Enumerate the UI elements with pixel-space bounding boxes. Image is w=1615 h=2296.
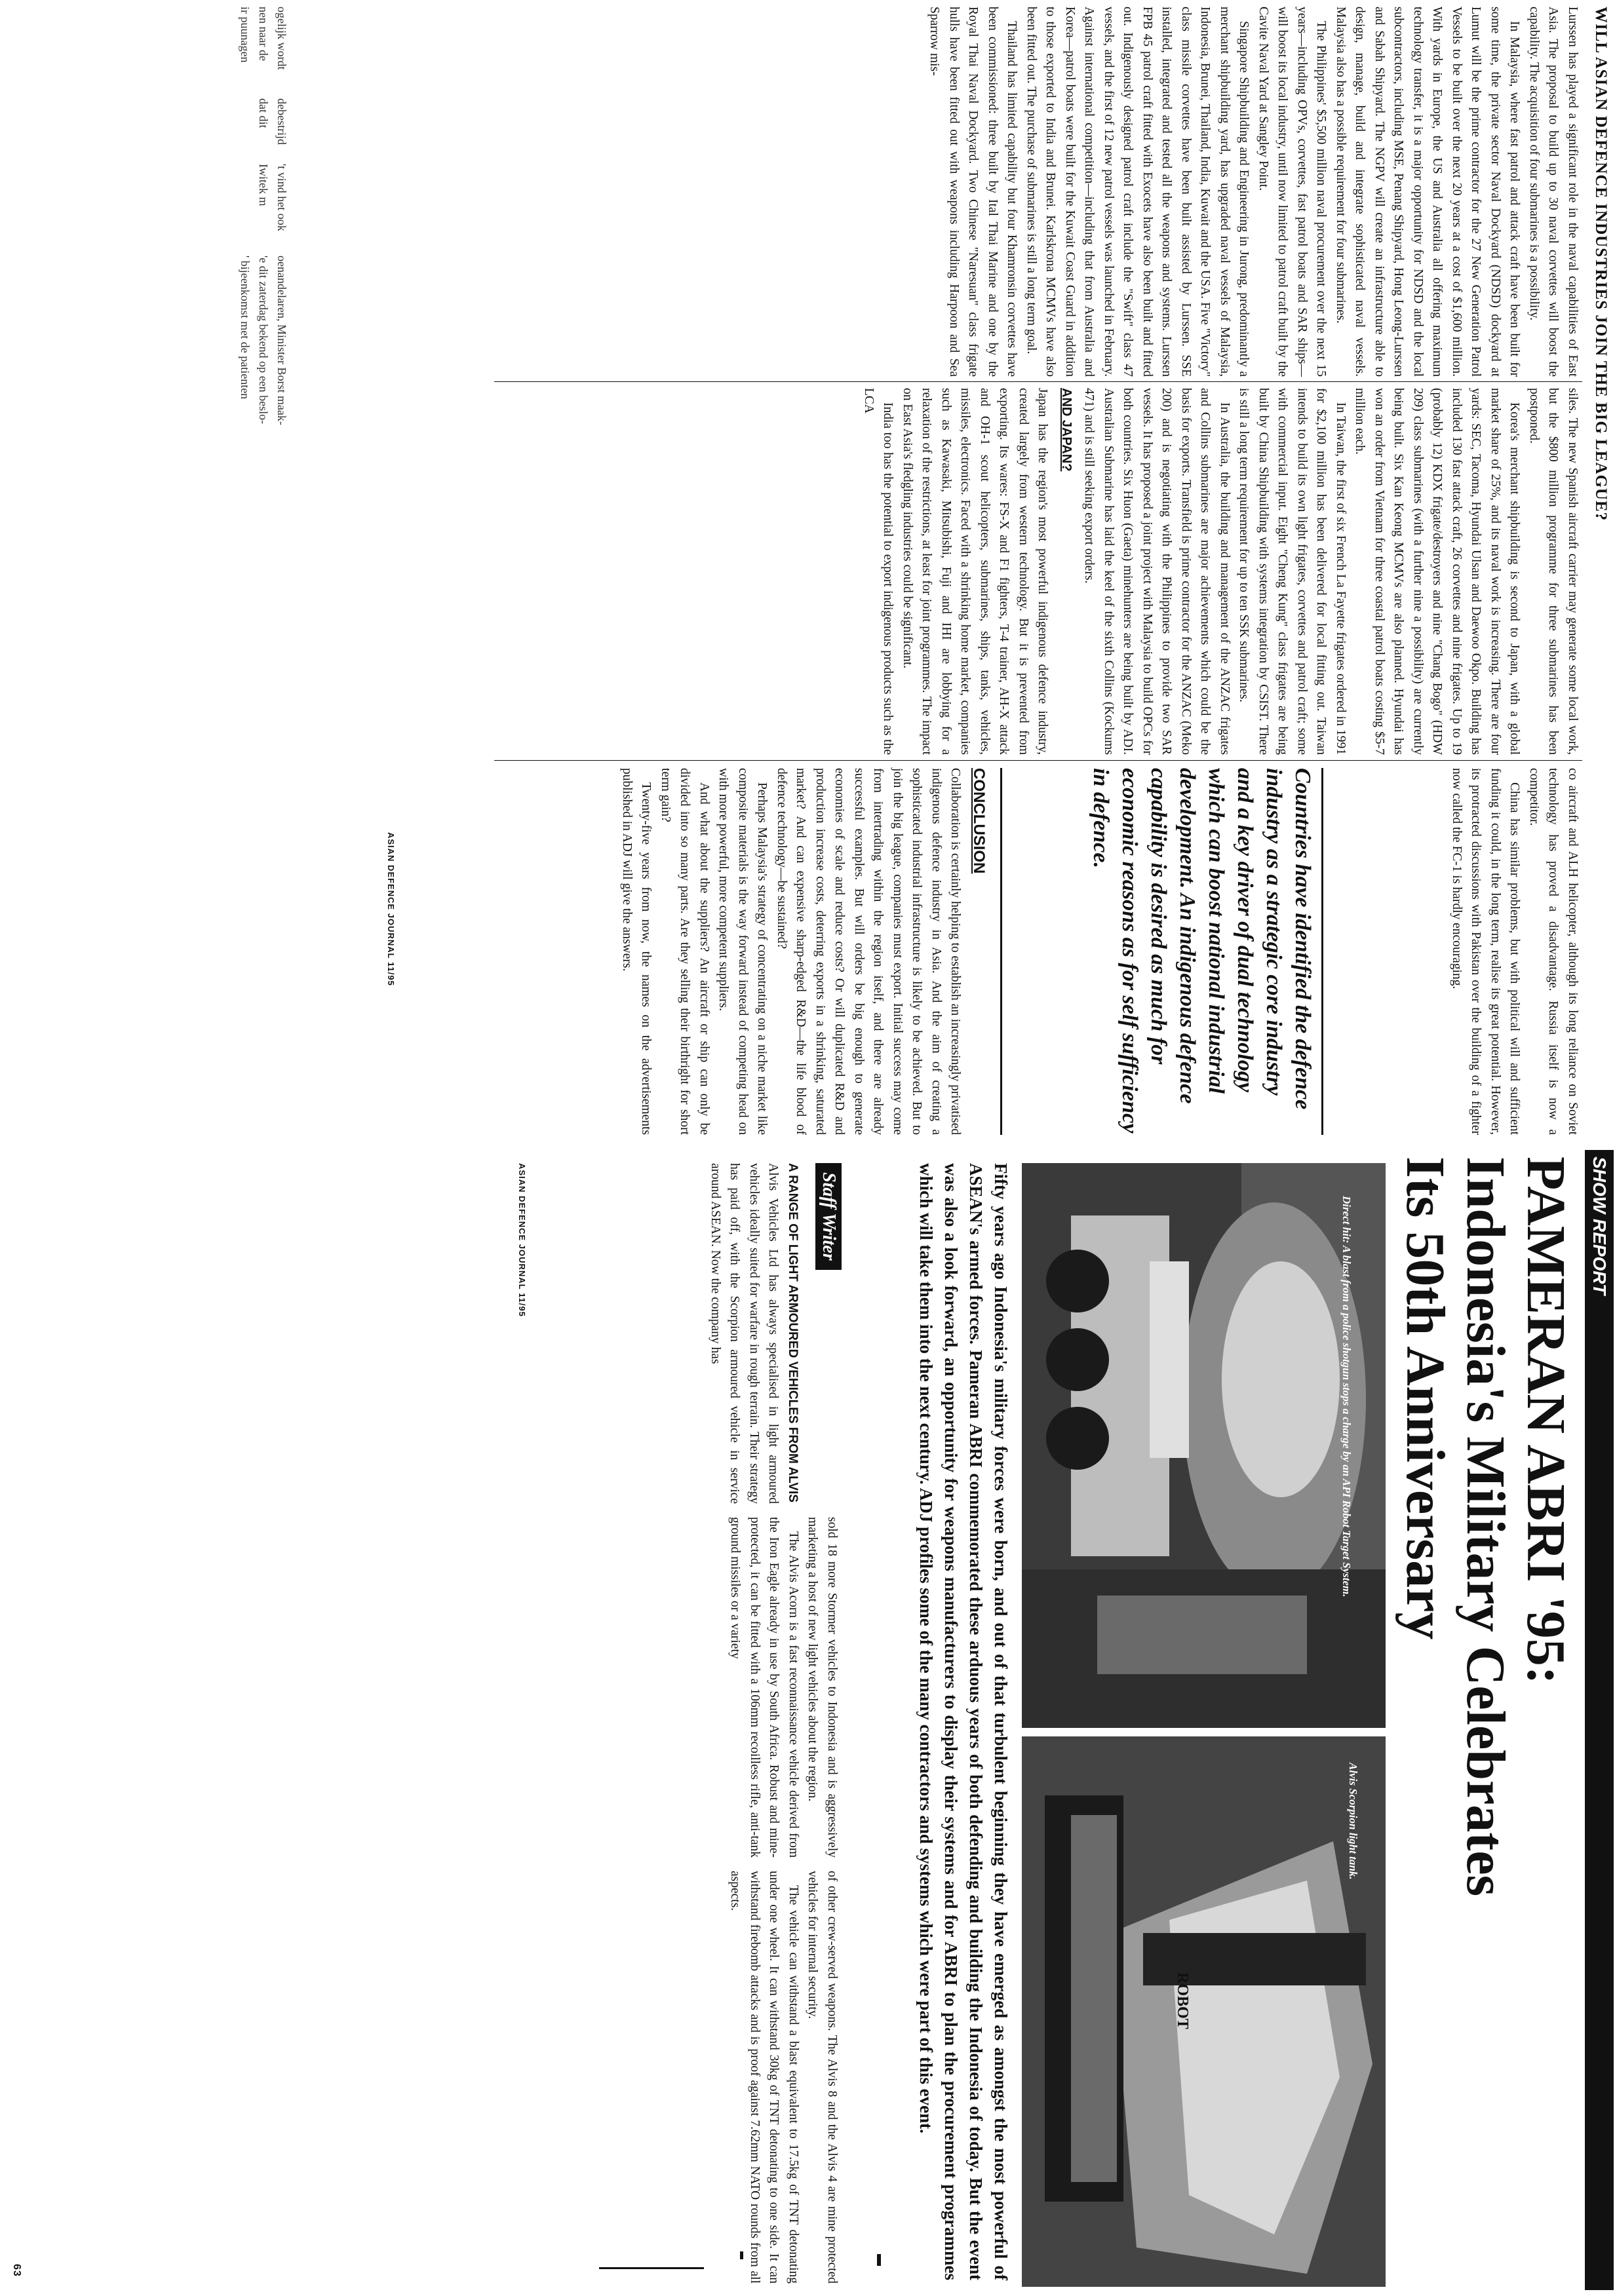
page-number: 63 <box>11 2264 22 2277</box>
bleed-line: 't vind het ook <box>275 164 288 231</box>
article-column-1 <box>925 7 1582 377</box>
paragraph: Alvis Vehicles Ltd has always specialised in light armoured vehicles ideally suited for warfare in rough terrain. Their strategy has paid off, with the Scorpion armoured vehicle in service around ASEAN. Now the company has <box>709 1163 781 1504</box>
paragraph <box>1525 768 1583 1135</box>
bleed-line: 'e dit zaterdag bekend op een beslo- <box>257 256 270 425</box>
photo-robot-target-image <box>1022 1163 1386 1728</box>
alvis-section-heading: A RANGE OF LIGHT ARMOURED VEHICLES FROM ALVIS <box>786 1163 800 1502</box>
paragraph: India too has the potential to export indigenous products such as the LCA <box>862 388 895 755</box>
paragraph: The Philippines' $5,500 million naval procurement over the next 15 years—including OPVs, corvettes, fast patrol boats and SAR ships—will boost its local industry, until now limited to patrol craft built by the Cavite Naval Yard at Sangley Point. <box>1256 7 1329 377</box>
alvis-column-2 <box>726 1517 842 1858</box>
paragraph: The Alvis Acorn is a fast reconnaissance vehicle derived from the Iron Eagle already in use by South Africa. Robust and mine-protected, it can be fitted with a 106mm recoilless rifle, anti-tank ground missiles or a variety <box>728 1517 800 1858</box>
pull-quote: Countries have identified the defence industry as a strategic core industry and a key driver of dual technology which can boost national industrial development. An indigenous defence capability is desired as much for economic reasons as for self sufficiency in defence. <box>1089 768 1315 1134</box>
paragraph: sold 18 more Stormer vehicles to Indonesia and is aggressively marketing a host of new light vehicles about the region. <box>806 1517 839 1858</box>
paragraph-text: aircraft and ALH helicopter, although its long reliance on Soviet technology has proved a disadvantage. Russia itself is now a competitor. <box>1527 768 1580 1135</box>
paragraph: The vehicle can withstand a blast equivalent to 17.5kg of TNT detonating under one wheel. It can withstand 30kg of TNT detonating to one side. It can withstand firebomb attacks and is proof against 7.62mm NATO rounds from all aspects. <box>728 1871 800 2284</box>
scan-mark <box>740 2251 743 2259</box>
running-head: WILL ASIAN DEFENCE INDUSTRIES JOIN THE BIG LEAGUE? <box>1592 7 1610 522</box>
article-intro: Fifty years ago Indonesia's military forces were born, and out of that turbulent beginning they have emerged as amongst the most powerful of ASEAN's armed forces. Pameran ABRI commemorated these arduous years of both defending and building the Indonesia of today. But the event was also a look forward, an opportunity for weapons manufacturers to display their systems and for ABRI to plan the procurement programmes which will take them into the next century. ADJ profiles some of the many contractors and systems which were part of this event. <box>916 1163 1011 2280</box>
bleed-line: debestrijd <box>275 98 288 145</box>
paragraph: Japan has the region's most powerful indigenous defence industry, created largely from western technology. But it is prevented from exporting. Its wares: FS-X and F1 fighters, T-4 trainer, AH-X attack and OH-1 scout helicopters, submarines, ships, tanks, vehicles, missiles, electronics. Faced with a shrinking home market, companies such as Kawasaki, Mitsubishi, Fuji and IHI are lobbying for a relaxation of the restrictions, at least for joint programmes. The impact on East Asia's fledgling industries could be significant. <box>901 388 1050 755</box>
bleed-through-text <box>236 256 291 780</box>
right-footer: ASIAN DEFENCE JOURNAL 11/95 <box>517 1163 527 1317</box>
bleed-line: oenandelaren, Minister Borst maak- <box>275 256 288 425</box>
article-column-2 <box>859 388 1583 755</box>
bleed-line: ir puunagen <box>239 7 252 63</box>
photo-scorpion-tank-image <box>1022 1736 1386 2287</box>
photo-vehicle-marking: ROBOT <box>1174 1972 1191 2029</box>
bleed-line: ogelijk wordt <box>275 7 288 70</box>
subhead-and-japan: AND JAPAN? <box>1059 388 1074 472</box>
paragraph: Perhaps Malaysia's strategy of concentrating on a niche market like composite materials is the way forward instead of competing head on with more powerful, more competent suppliers. <box>716 768 769 1135</box>
paragraph: China has similar problems, but with political will and sufficient funding it could, in the long term, realise its great potential. However, its protracted discussions with Pakistan over the building of a fighter now called the FC-1 is hardly encouraging. <box>1450 768 1522 1135</box>
staff-writer-badge: Staff Writer <box>815 1163 842 1270</box>
conclusion-heading: CONCLUSION <box>970 768 988 874</box>
paragraph: And what about the suppliers? An aircraft or ship can only be divided into so many parts. Are they selling their birthright for short term gain? <box>659 768 711 1135</box>
headline-line-1: PAMERAN ABRI '95: <box>1515 1157 1576 1685</box>
show-report-banner: SHOW REPORT <box>1585 1150 1614 2290</box>
bleed-line: nen naar de <box>257 7 270 61</box>
pull-quote-rule-bottom <box>1000 768 1002 1135</box>
column-rule <box>494 760 1582 761</box>
scan-mark <box>599 2267 704 2269</box>
left-page <box>0 0 1615 1140</box>
paragraph: In Australia, the building and management of the ANZAC frigates and Collins submarines are major achievements which could be the basis for exports. Transfield is prime contractor for the ANZAC (Meko 200) and is negotiating with the Philippines to provide two SAR vessels. It has proposed a joint project with Malaysia to build OPCs for both countries. Six Huon (Gaeta) minehunters are being built by ADI. Australian Submarine has laid the keel of the sixth Collins (Kockums 471) and is still seeking export orders. <box>1082 388 1232 755</box>
headline-line-2: Indonesia's Military Celebrates <box>1455 1157 1516 1897</box>
paragraph: Thailand has limited capability but four Khamronsin corvettes have been commissioned: three built by Ital Thai Marine and one by the Royal Thai Naval Dockyard. Two Chinese "Naresuan" class frigate hulls have been fitted out with weapons including Harpoon and Sea Sparrow mis- <box>927 7 1019 377</box>
photo-robot-target <box>1022 1163 1386 1728</box>
left-footer: ASIAN DEFENCE JOURNAL 11/95 <box>386 832 396 986</box>
paragraph: Korea's merchant shipbuilding is second to Japan, with a global market share of 25%, and its naval work is increasing. There are four yards: SEC, Tacoma, Hyundai Ulsan and Daewoo Okpo. Building has included 130 fast attack craft, 26 corvettes and nine frigates. Up to 19 (probably 12) KDX frigate/destroyers and nine "Chang Bogo" (HDW 209) class submarines (with a further nine a possibility) are currently being built. Six Kan Keong MCMVs are also planned. Hyundai has won an order from Vietnam for three coastal patrol boats costing $5-7 million each. <box>1353 388 1522 755</box>
photo-scorpion-tank <box>1022 1736 1386 2287</box>
paragraph: Collaboration is certainly helping to establish an increasingly privatised indigenous defence industry in Asia. And the aim of creating a sophisticated industrial infrastructure is likely to be achieved. But to join the big league, companies must export. Initial success may come from intertrading within the region itself, and there are already successful examples. But will orders be big enough to generate economies of scale and reduce costs? Or will duplicated R&D and production increase costs, deterring exports in a shrinking, saturated market? And can expensive sharp-edged R&D—the life blood of defence technology—be sustained? <box>775 768 963 1135</box>
paragraph: Singapore Shipbuilding and Engineering in Jurong, predominantly a merchant shipbuilding yard, has upgraded naval vessels of Malaysia, Indonesia, Brunei, Thailand, India, Kuwait and the USA. Five "Victory" class missile corvettes have been built assisted by Lurssen. SSE installed, integrated and tested all the weapons and systems. Lurssen FPB 45 patrol craft fitted with Exocets have also been built and fitted out. Indigenously designed patrol craft include the "Swift" class 47 vessels, and the first of 12 new patrol vessels was launched in February. Against international competition—including that from Australia and Korea—patrol boats were built for the Kuwait Coast Guard in addition to those exported to India and Brunei. Karlskrona MCMVs have also been fitted out. The purchase of submarines is still a long term goal. <box>1024 7 1251 377</box>
headline-line-3: Its 50th Anniversary <box>1395 1157 1456 1640</box>
bleed-line: ' bijeenkomst met de patienten <box>239 256 252 400</box>
paragraph: Twenty-five years from now, the names on the advertisements published in ADJ will give the answers. <box>620 768 653 1135</box>
bleed-line: dat dit <box>257 98 270 128</box>
bleed-line: Iwitek m <box>257 164 270 206</box>
column-rule <box>494 381 1582 382</box>
article-column-3 <box>1447 768 1583 1135</box>
right-page <box>0 1150 1615 2296</box>
alvis-column-3 <box>726 1871 842 2284</box>
paragraph: In Malaysia, where fast patrol and attack craft have been built for some time, the private sector Naval Dockyard (NDSD) dockyard at Lumut will be the prime contractor for the 27 New Generation Patrol Vessels to be built over the next 20 years at a cost of $1,600 million. With yards in Europe, the US and Australia all offering maximum technology transfer, it is a major opportunity for NDSD and the local subcontractors, including MSE, Penang Shipyard, Hong Leong-Lurssen and Sabah Shipyard. The NGPV will create an infrastructure able to design, manage, build and integrate sophisticated naval vessels. Malaysia also has a possible requirement for four submarines. <box>1334 7 1522 377</box>
conclusion-column <box>617 768 993 1135</box>
alvis-column-1 <box>706 1163 803 1504</box>
column-lead-fragment: co <box>1566 768 1580 780</box>
scan-mark <box>877 2254 881 2266</box>
paragraph: Lurssen has played a significant role in the naval capabilities of East Asia. The proposal to build up to 30 naval corvettes will boost the capability. The acquisition of four submarines is a possibility. <box>1527 7 1580 377</box>
photo-scorpion-tank-caption: Alvis Scorpion light tank. <box>1347 1763 1359 1880</box>
paragraph: of other crew-served weapons. The Alvis 8 and the Alvis 4 are mine protected vehicles for internal security. <box>806 1871 839 2284</box>
photo-robot-target-caption: Direct hit: A blast from a police shotgun stops a charge by an API Robot Target System. <box>1340 1196 1353 1598</box>
pull-quote-rule-top <box>1321 768 1323 1135</box>
paragraph: siles. The new Spanish aircraft carrier may generate some local work, but the $800 million programme for three submarines has been postponed. <box>1527 388 1580 755</box>
paragraph: In Taiwan, the first of six French La Fayette frigates ordered in 1991 for $2,100 million has been delivered for local fitting out. Taiwan intends to build its own light frigates, corvettes and patrol craft; some with commercial input. Eight "Cheng Kung" class frigates are being built by China Shipbuilding with systems integration by CSIST. There is still a long term requirement for up to ten SSK submarines. <box>1237 388 1348 755</box>
